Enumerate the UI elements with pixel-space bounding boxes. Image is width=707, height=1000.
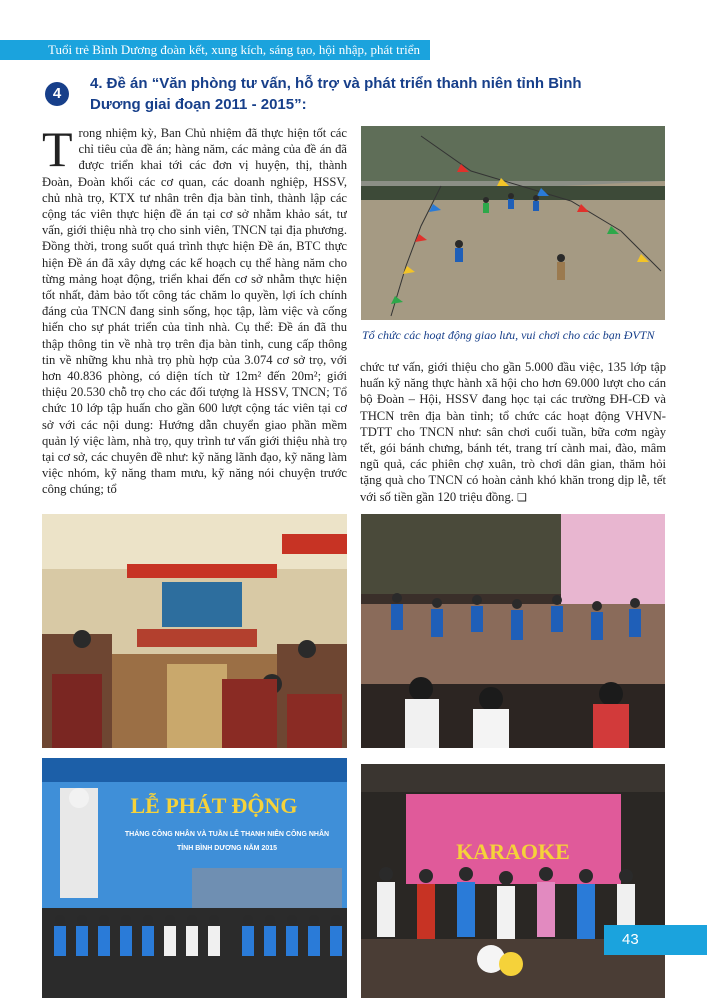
launch-banner-title: LỄ PHÁT ĐỘNG: [130, 793, 298, 818]
drop-cap: T: [42, 125, 73, 177]
photo-karaoke-contest: [361, 764, 665, 998]
end-mark: ❑: [517, 490, 527, 504]
article-text-right: chức tư vấn, giới thiệu cho gần 5.000 đầu việc, 135 lớp tập huấn kỹ năng thực hành xã hội cho hơn 69.000 lượt cho cán bộ Đoàn – Hội, HSSV đang học tại các trường ĐH-CĐ và THCN trên địa bàn tỉnh; tổ chức các hoạt động VHVN-TDTT cho TNCN như: sân chơi cuối tuần, bữa cơm ngày tết, gói bánh chưng, bánh tét, trang trí cành mai, đào, mâm ngũ quả, các phiên chợ xuân, trò chơi dân gian, thăm hỏi tặng quà cho TNCN có hoàn cảnh khó khăn trong dịp lễ, tết với số tiền gần 120 triệu đồng.: [360, 360, 666, 504]
photo-conference-hall: [42, 514, 347, 748]
launch-banner-sub2: TỈNH BÌNH DƯƠNG NĂM 2015: [176, 845, 278, 852]
photo-launch-ceremony: [42, 758, 347, 998]
photo-dance-performance: [361, 514, 665, 748]
launch-banner-sub1: THÁNG CÔNG NHÂN VÀ TUẦN LỄ THANH NIÊN CÔNG NHÂN: [124, 831, 330, 838]
photo-outdoor-games: [361, 126, 665, 320]
karaoke-banner: KARAOKE: [456, 839, 570, 864]
article-column-right: [360, 359, 666, 504]
section-number-badge: 4: [45, 82, 69, 106]
section-title: 4. Đề án “Văn phòng tư vấn, hỗ trợ và phát triển thanh niên tỉnh Bình Dương giai đoạn 2011 - 2015”:: [90, 75, 582, 113]
header-slogan: Tuổi trẻ Bình Dương đoàn kết, xung kích, sáng tạo, hội nhập, phát triển: [48, 42, 420, 57]
photo-caption: Tổ chức các hoạt động giao lưu, vui chơi cho các bạn ĐVTN: [362, 328, 655, 342]
article-text-left: rong nhiệm kỳ, Ban Chủ nhiệm đã thực hiện tốt các chỉ tiêu của đề án; hàng năm, các mảng của đề án đã được triển khai tới các đơn vị huyện, thị, thành Đoàn, Đoàn khối các cơ quan, các doanh nghiệp, HSSV, chủ nhà trọ, KTX tư nhân trên địa bàn tỉnh, thành lập các cộng tác viên thực hiện đề án tại cơ sở nhằm khảo sát, tư vấn, giới thiệu nhà trọ cho sinh viên, TNCN tại địa phương. Đồng thời, trong suốt quá trình thực hiện Đề án, BTC thực hiện Đề án đã xây dựng các kế hoạch cụ thể hàng năm cho từng mảng hoạt động, triển khai đến cơ sở nhằm thực hiện tốt nhất, đảm bảo tốt công tác chăm lo quyền, lợi ích chính đáng của TNCN đang sinh sống, học tập, làm việc và cống hiến cho sự phát triển của tỉnh nhà. Cụ thể: Đề án đã thu thập thông tin về nhà trọ trên địa bàn tỉnh, cung cấp thông tin về những khu nhà trọ phù hợp của 3.074 cơ sở trọ, với hơn 40.836 phòng, có diện tích từ 12m² đến 20m²; giới thiệu 20.530 chỗ trọ cho các đối tượng là HSSV, TNCN; Tổ chức 10 lớp tập huấn cho gần 600 lượt cộng tác viên tại cơ sở với các nội dung: Hướng dẫn chuyển giao phần mềm quản lý việc làm, nhà trọ, quy trình tư vấn giới thiệu nhà trọ tại cơ sở, các chuyên đề như: kỹ năng lãnh đạo, kỹ năng làm việc nhóm, kỹ năng tham mưu, kỹ năng nói chuyện trước công chúng; tổ: [42, 126, 347, 497]
page-number: 43: [604, 925, 707, 955]
article-column-left: [42, 125, 347, 503]
